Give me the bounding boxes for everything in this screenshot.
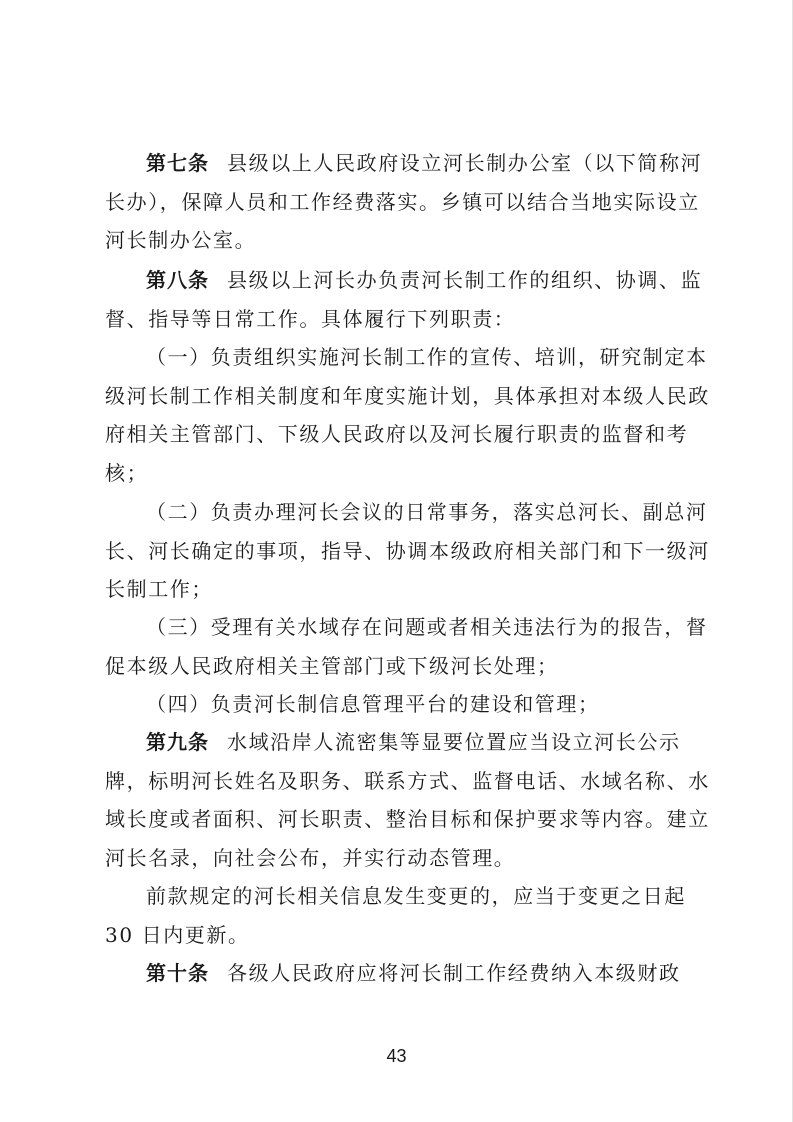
text-line: 前款规定的河长相关信息发生变更的，应当于变更之日起 — [146, 884, 686, 908]
article-number: 第十条 — [146, 961, 209, 985]
article-8-item-3 — [105, 608, 708, 685]
text-line: 府相关主管部门、下级人民政府以及河长履行职责的监督和考 — [105, 422, 689, 446]
text-line: 长办），保障人员和工作经费落实。乡镇可以结合当地实际设立 — [105, 189, 700, 214]
text-line: （三）受理有关水域存在问题或者相关违法行为的报告，督 — [146, 615, 708, 639]
text-line: 核； — [105, 460, 149, 485]
article-8-item-4 — [105, 685, 695, 724]
text-line: （四）负责河长制信息管理平台的建设和管理； — [146, 692, 600, 716]
article-9-paragraph-2 — [105, 877, 695, 954]
article-8 — [105, 261, 703, 338]
text-line: 长制工作； — [105, 577, 213, 601]
text-line: 促本级人民政府相关主管部门或下级河长处理； — [105, 653, 559, 678]
article-8-item-1 — [105, 338, 710, 492]
text-line: 长、河长确定的事项，指导、协调本级政府相关部门和下一级河 — [105, 538, 710, 563]
text-line: 第九条 水域沿岸人流密集等显要位置应当设立河长公示 — [146, 730, 681, 754]
text-line: 30 日内更新。 — [105, 922, 250, 947]
text-line: 牌，标明河长姓名及职务、联系方式、监督电话、水域名称、水 — [105, 768, 710, 793]
text-line: 域长度或者面积、河长职责、整治目标和保护要求等内容。建立 — [105, 807, 710, 831]
text-line: 河长名录，向社会公布，并实行动态管理。 — [105, 845, 516, 870]
text-line: 级河长制工作相关制度和年度实施计划，具体承担对本级人民政 — [105, 383, 710, 408]
text-line: 第十条 各级人民政府应将河长制工作经费纳入本级财政 — [146, 961, 681, 985]
text-line: 第八条 县级以上河长办负责河长制工作的组织、协调、监 — [146, 268, 703, 292]
article-8-item-2 — [105, 493, 710, 609]
text-line: 第七条 县级以上人民政府设立河长制办公室（以下简称河 — [146, 151, 703, 175]
page-number: 43 — [386, 1046, 407, 1066]
text-line: 督、指导等日常工作。具体履行下列职责： — [105, 306, 516, 331]
article-number: 第九条 — [146, 730, 209, 754]
article-number: 第七条 — [146, 151, 209, 175]
article-7 — [105, 144, 703, 260]
article-10 — [105, 954, 695, 993]
text-line: （一）负责组织实施河长制工作的宣传、培训，研究制定本 — [146, 345, 708, 369]
text-line: 河长制办公室。 — [105, 228, 257, 252]
text-line: （二）负责办理河长会议的日常事务，落实总河长、副总河 — [146, 500, 708, 524]
article-number: 第八条 — [146, 268, 209, 292]
article-9 — [105, 723, 710, 877]
